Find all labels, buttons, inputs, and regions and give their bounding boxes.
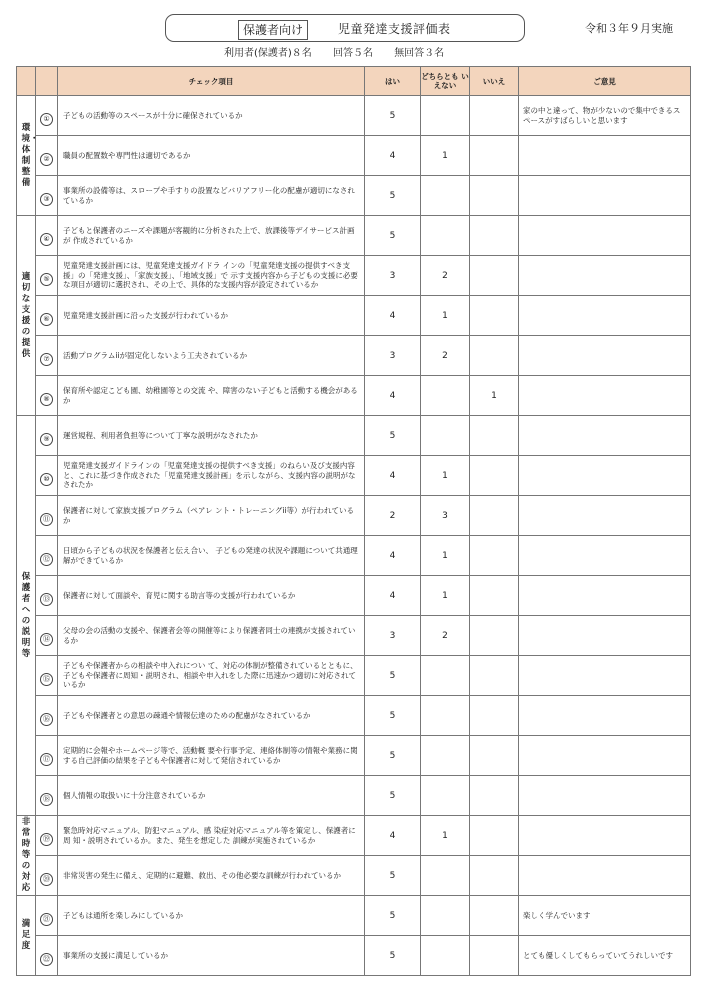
- count-no: [470, 256, 519, 296]
- page-title: 児童発達支援評価表: [338, 22, 451, 36]
- item-number: ⑪: [36, 496, 58, 536]
- count-yes: 5: [365, 856, 421, 896]
- audience-badge: 保護者向け: [238, 20, 308, 40]
- count-yes: 5: [365, 896, 421, 936]
- table-row: [17, 256, 691, 296]
- item-number: ②: [36, 136, 58, 176]
- opinion: [519, 616, 691, 656]
- item-text: 児童発達支援計画に沿った支援が行われているか: [58, 296, 365, 336]
- table-row: [17, 336, 691, 376]
- table-row: [17, 216, 691, 256]
- item-text: 子どもと保護者のニーズや課題が客観的に分析された上で、放課後等デイサービス計画が 作成されているか: [58, 216, 365, 256]
- item-text: 保育所や認定こども園、幼稚園等との交流 や、障害のない子どもと活動する機会がある か: [58, 376, 365, 416]
- opinion: [519, 456, 691, 496]
- count-yes: 5: [365, 736, 421, 776]
- count-yes: 2: [365, 496, 421, 536]
- count-neither: [421, 96, 470, 136]
- opinion: とても優しくしてもらっていてうれしいです: [519, 936, 691, 976]
- count-neither: 1: [421, 576, 470, 616]
- item-text: 定期的に会報やホームページ等で、活動概 要や行事予定、連絡体制等の情報や業務に関する自己評価の結果を子どもや保護者に対して発信されているか: [58, 736, 365, 776]
- table-row: [17, 696, 691, 736]
- count-yes: 3: [365, 256, 421, 296]
- table-row: [17, 856, 691, 896]
- count-neither: 1: [421, 296, 470, 336]
- header-neither: どちらとも いえない: [421, 67, 470, 96]
- opinion: [519, 816, 691, 856]
- header-check-item: チェック項目: [58, 67, 365, 96]
- table-row: [17, 616, 691, 656]
- opinion: [519, 496, 691, 536]
- table-row: [17, 296, 691, 336]
- header-number: [36, 67, 58, 96]
- count-neither: [421, 216, 470, 256]
- count-neither: [421, 416, 470, 456]
- count-yes: 4: [365, 536, 421, 576]
- count-no: [470, 576, 519, 616]
- count-no: [470, 816, 519, 856]
- respondent-unanswered: 無回答３名: [394, 48, 445, 59]
- count-no: [470, 896, 519, 936]
- count-yes: 5: [365, 696, 421, 736]
- count-yes: 5: [365, 656, 421, 696]
- count-yes: 5: [365, 776, 421, 816]
- opinion: [519, 696, 691, 736]
- count-neither: 3: [421, 496, 470, 536]
- item-number: ⑰: [36, 736, 58, 776]
- opinion: [519, 256, 691, 296]
- item-text: 児童発達支援ガイドラインの「児童発達支援の提供すべき支援」のねらい及び支援内容と、これに基づき作成された「児童発達支援計画」を示しながら、支援内容の説明がなされたか: [58, 456, 365, 496]
- table-row: [17, 176, 691, 216]
- count-yes: 4: [365, 136, 421, 176]
- count-neither: 1: [421, 136, 470, 176]
- item-number: ⑧: [36, 376, 58, 416]
- table-row: [17, 496, 691, 536]
- table-row: [17, 936, 691, 976]
- count-yes: 4: [365, 456, 421, 496]
- count-yes: 5: [365, 176, 421, 216]
- item-text: 子どもの活動等のスペースが十分に確保されているか: [58, 96, 365, 136]
- item-text: 個人情報の取扱いに十分注意されているか: [58, 776, 365, 816]
- item-text: 職員の配置数や専門性は適切であるか: [58, 136, 365, 176]
- item-text: 子どもや保護者からの相談や申入れについ て、対応の体制が整備されているとともに、子どもや保護者に周知・説明され、相談や申入れをした際に迅速かつ適切に対応されているか: [58, 656, 365, 696]
- table-row: [17, 376, 691, 416]
- count-neither: 2: [421, 336, 470, 376]
- opinion: [519, 136, 691, 176]
- item-number: ⑦: [36, 336, 58, 376]
- opinion: 家の中と違って、物が少ないので集中できるスペースがすばらしいと思います: [519, 96, 691, 136]
- count-yes: 3: [365, 336, 421, 376]
- item-number: ④: [36, 216, 58, 256]
- count-no: [470, 176, 519, 216]
- opinion: [519, 216, 691, 256]
- implementation-date: 令和３年９月実施: [585, 22, 673, 35]
- category-satisfaction: 満足度: [17, 896, 36, 976]
- count-neither: [421, 656, 470, 696]
- respondent-answered: 回答５名: [333, 48, 373, 59]
- count-no: [470, 456, 519, 496]
- respondent-users: 利用者(保護者)８名: [224, 48, 312, 59]
- category-environment: 環境・体制整備: [17, 96, 36, 216]
- item-number: ⑩: [36, 456, 58, 496]
- opinion: [519, 416, 691, 456]
- count-yes: 4: [365, 576, 421, 616]
- item-text: 日頃から子どもの状況を保護者と伝え合い、 子どもの発達の状況や課題について共通理解ができているか: [58, 536, 365, 576]
- item-number: ⑳: [36, 856, 58, 896]
- count-neither: [421, 376, 470, 416]
- count-neither: 2: [421, 616, 470, 656]
- count-neither: [421, 176, 470, 216]
- table-row: [17, 576, 691, 616]
- count-no: [470, 616, 519, 656]
- item-text: 保護者に対して面談や、育児に関する助言等の支援が行われているか: [58, 576, 365, 616]
- evaluation-table: [16, 66, 691, 976]
- header-opinion: ご意見: [519, 67, 691, 96]
- item-text: 運営規程、利用者負担等について丁寧な説明がなされたか: [58, 416, 365, 456]
- count-yes: 5: [365, 416, 421, 456]
- count-yes: 5: [365, 936, 421, 976]
- table-row: [17, 96, 691, 136]
- opinion: [519, 776, 691, 816]
- item-number: ⑤: [36, 256, 58, 296]
- item-text: 子どもは通所を楽しみにしているか: [58, 896, 365, 936]
- item-number: ㉑: [36, 896, 58, 936]
- item-number: ⑭: [36, 616, 58, 656]
- table-row: [17, 656, 691, 696]
- count-yes: 5: [365, 96, 421, 136]
- table-row: [17, 136, 691, 176]
- count-neither: [421, 736, 470, 776]
- count-neither: [421, 856, 470, 896]
- count-yes: 5: [365, 216, 421, 256]
- table-row: [17, 536, 691, 576]
- count-neither: 2: [421, 256, 470, 296]
- count-no: [470, 776, 519, 816]
- table-row: [17, 776, 691, 816]
- item-text: 子どもや保護者との意思の疎通や情報伝達のための配慮がなされているか: [58, 696, 365, 736]
- table-row: [17, 816, 691, 856]
- count-yes: 4: [365, 816, 421, 856]
- count-neither: [421, 936, 470, 976]
- item-number: ⑱: [36, 776, 58, 816]
- item-number: ⑮: [36, 656, 58, 696]
- count-no: [470, 496, 519, 536]
- count-no: [470, 336, 519, 376]
- opinion: [519, 176, 691, 216]
- opinion: [519, 296, 691, 336]
- table-header-row: [17, 67, 691, 96]
- item-text: 父母の会の活動の支援や、保護者会等の開催等により保護者同士の連携が支援されているか: [58, 616, 365, 656]
- count-no: [470, 96, 519, 136]
- item-number: ⑨: [36, 416, 58, 456]
- item-number: ③: [36, 176, 58, 216]
- opinion: 楽しく学んでいます: [519, 896, 691, 936]
- count-no: [470, 536, 519, 576]
- category-emergency: 非常時等の対応: [17, 816, 36, 896]
- count-no: [470, 696, 519, 736]
- opinion: [519, 856, 691, 896]
- category-explanation: 保護者への説明等: [17, 416, 36, 816]
- item-number: ①: [36, 96, 58, 136]
- opinion: [519, 536, 691, 576]
- count-no: 1: [470, 376, 519, 416]
- item-text: 児童発達支援計画には、児童発達支援ガイドラ インの「児童発達支援の提供すべき支援」の「発達支援」、「家族支援」、「地域支援」で 示す支援内容から子どもの支援に必要な項目が適切に選択され、その上で、具体的な支援内容が設定されているか: [58, 256, 365, 296]
- item-number: ⑫: [36, 536, 58, 576]
- count-no: [470, 736, 519, 776]
- opinion: [519, 656, 691, 696]
- opinion: [519, 376, 691, 416]
- count-yes: 4: [365, 296, 421, 336]
- count-yes: 4: [365, 376, 421, 416]
- count-no: [470, 936, 519, 976]
- item-text: 保護者に対して家族支援プログラム（ペアレ ント・トレーニングii等）が行われているか: [58, 496, 365, 536]
- item-number: ⑲: [36, 816, 58, 856]
- count-no: [470, 136, 519, 176]
- opinion: [519, 336, 691, 376]
- count-neither: [421, 696, 470, 736]
- item-number: ⑯: [36, 696, 58, 736]
- count-neither: [421, 896, 470, 936]
- count-no: [470, 296, 519, 336]
- count-neither: 1: [421, 456, 470, 496]
- item-number: ⑬: [36, 576, 58, 616]
- count-neither: [421, 776, 470, 816]
- respondent-summary: [224, 47, 462, 61]
- header-no: いいえ: [470, 67, 519, 96]
- item-number: ㉒: [36, 936, 58, 976]
- item-number: ⑥: [36, 296, 58, 336]
- count-no: [470, 416, 519, 456]
- table-row: [17, 456, 691, 496]
- table-row: [17, 736, 691, 776]
- opinion: [519, 736, 691, 776]
- item-text: 事業所の設備等は、スロープや手すりの設置などバリアフリー化の配慮が適切になされているか: [58, 176, 365, 216]
- count-no: [470, 656, 519, 696]
- table-row: [17, 416, 691, 456]
- item-text: 活動プログラムiiが固定化しないよう工夫されているか: [58, 336, 365, 376]
- count-neither: 1: [421, 536, 470, 576]
- header-yes: はい: [365, 67, 421, 96]
- opinion: [519, 576, 691, 616]
- table-row: [17, 896, 691, 936]
- count-no: [470, 856, 519, 896]
- header-category: [17, 67, 36, 96]
- count-yes: 3: [365, 616, 421, 656]
- count-neither: 1: [421, 816, 470, 856]
- count-no: [470, 216, 519, 256]
- item-text: 緊急時対応マニュアル、防犯マニュアル、感 染症対応マニュアル等を策定し、保護者に周 知・説明されているか。また、発生を想定した 訓練が実施されているか: [58, 816, 365, 856]
- item-text: 事業所の支援に満足しているか: [58, 936, 365, 976]
- category-support: 適切な支援の提供: [17, 216, 36, 416]
- item-text: 非常災害の発生に備え、定期的に避難、救出、その他必要な訓練が行われているか: [58, 856, 365, 896]
